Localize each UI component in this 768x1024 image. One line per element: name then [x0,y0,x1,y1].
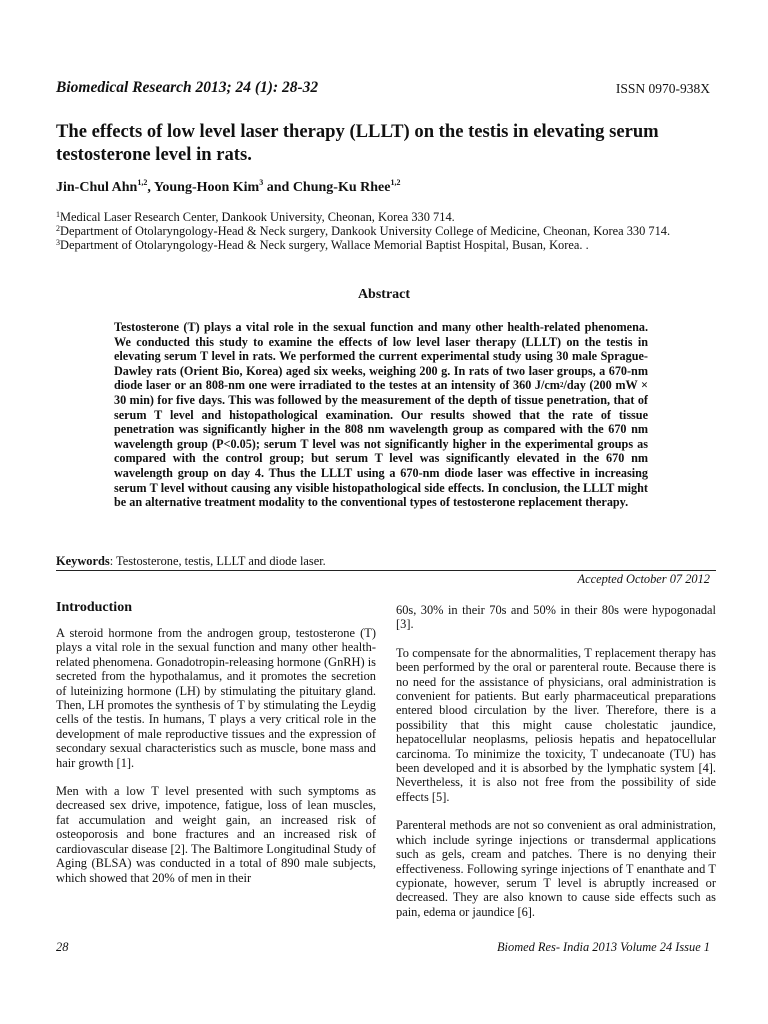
affiliation-superscript: 2 [56,224,60,234]
abstract-heading: Abstract [357,287,411,302]
abstract-text-part: /day (200 mW × 30 min) for five days. This was followed by the measurement of the depth of tissue penetration, that of serum T level and histopathological examination. Our results showed that the rate of tissue penetration was significantly higher in the 808 nm wavelength group as compared with the 670 nm wavelength group (P<0.05); serum T level was not significantly higher in the experimental groups as compared with the control group; but serum T level was significantly elevated in the 670 nm wavelength group on day 4. Thus the LLLT using a 670-nm diode laser was effective in increasing serum T level without causing any visible histopathological side effects. In conclusion, the LLLT might be an alternative treatment modality to the conventional types of testosterone replacement therapy. [114,378,648,510]
author-separator: and [263,180,293,195]
author-superscript: 3 [259,178,264,187]
author-superscript: 1,2 [137,178,148,187]
author-separator: , [147,180,154,195]
issn: ISSN 0970-938X [615,81,710,96]
affiliation-superscript: 1 [56,210,60,219]
affiliation-text: Department of Otolaryngology-Head & Neck surgery, Dankook University College of Medicine, Cheonan, Korea 330 714. [60,224,671,239]
left-column [56,600,376,899]
paragraph: Men with a low T level presented with such symptoms as decreased sex drive, impotence, fatigue, loss of lean muscles, fat accumulation and weight gain, an increased risk of osteoporosis and bone fractures and an increased risk of cardiovascular disease [2]. The Baltimore Longitudinal Study of Aging (BLSA) was conducted in a total of 890 male subjects, which showed that 20% of men in their [56,784,376,885]
right-column [396,603,716,933]
footer-citation: Biomed Res- India 2013 Volume 24 Issue 1 [496,940,710,954]
paragraph: To compensate for the abnormalities, T replacement therapy has been performed by the oral or parenteral route. Because there is no need for the assistance of physicians, oral administration is convenient for patients. But early pharmaceutical preparations entered blood circulation by the liver. Therefore, there is a possibility that this might cause cholestatic jaundice, hepatocellular neoplasms, peliosis hepatis and hepatocellular carcinoma. To minimize the toxicity, T undecanoate (TU) has been developed and it is absorbed by the lymphatic system [4]. Nevertheless, it is also not free from the possibility of side effects [5]. [396,645,716,804]
affiliation [56,224,716,238]
abstract-text-part: Testosterone (T) plays a vital role in the sexual function and many other health-related phenomena. We conducted this study to examine the effects of low level laser therapy (LLLT) on the testis in elevating serum T level in rats. We performed the current experimental study using 30 male Sprague-Dawley rats (Orient Bio, Korea) aged six weeks, weighing 200 g. In rats of two laser groups, a 670-nm diode laser or an 808-nm one were irradiated to the testes at an intensity of 360 J/cm [114,320,648,393]
paper-title: The effects of low level laser therapy (LLLT) on the testis in elevating serum testosterone level in rats. [56,121,659,165]
page-number: 28 [56,940,69,954]
keywords [56,554,326,569]
section-heading: Introduction [56,600,132,615]
divider [56,570,716,571]
keywords-text: : Testosterone, testis, LLLT and diode laser. [109,554,326,568]
author-superscript: 1,2 [390,178,401,187]
abstract-text [114,320,648,510]
paragraph: 60s, 30% in their 70s and 50% in their 80s were hypogonadal [3]. [396,603,716,632]
author-name: Young-Hoon Kim [153,180,260,195]
author-name: Jin-Chul Ahn [56,180,138,195]
affiliation-text: Medical Laser Research Center, Dankook University, Cheonan, Korea 330 714. [60,210,455,224]
affiliations [56,210,716,253]
authors [56,180,400,196]
paragraph: A steroid hormone from the androgen group, testosterone (T) plays a vital role in the sexual function and many other health-related phenomena. Gonadotropin-releasing hormone (GnRH) is secreted from the hypothalamus, and it promotes the secretion of luteinizing hormone (LH) by stimulating the pituitary gland. Then, LH promotes the synthesis of T by stimulating the Leydig cells of the testis. In humans, T plays a very critical role in the development of male reproductive tissues and the expression of secondary sexual characteristics such as muscle, bone mass and hair growth [1]. [56,626,376,770]
affiliation [56,210,716,224]
author-name: Chung-Ku Rhee [292,180,391,195]
keywords-label: Keywords [56,554,110,568]
affiliation [56,238,716,252]
affiliation-text: Department of Otolaryngology-Head & Neck surgery, Wallace Memorial Baptist Hospital, Busan, Korea. . [60,238,589,253]
journal-citation: Biomedical Research 2013; 24 (1): 28-32 [56,79,319,96]
affiliation-superscript: 3 [56,238,60,248]
accepted-date: Accepted October 07 2012 [577,572,710,586]
paragraph: Parenteral methods are not so convenient as oral administration, which include syringe injections or transdermal applications such as gels, cream and patches. There is no denying their effectiveness. Following syringe injections of T enanthate and T cypionate, however, serum T level is abruptly increased or decreased. They are also known to cause side effects such as pain, edema or jaundice [6]. [396,818,716,919]
abstract-superscript: 2 [559,381,564,390]
